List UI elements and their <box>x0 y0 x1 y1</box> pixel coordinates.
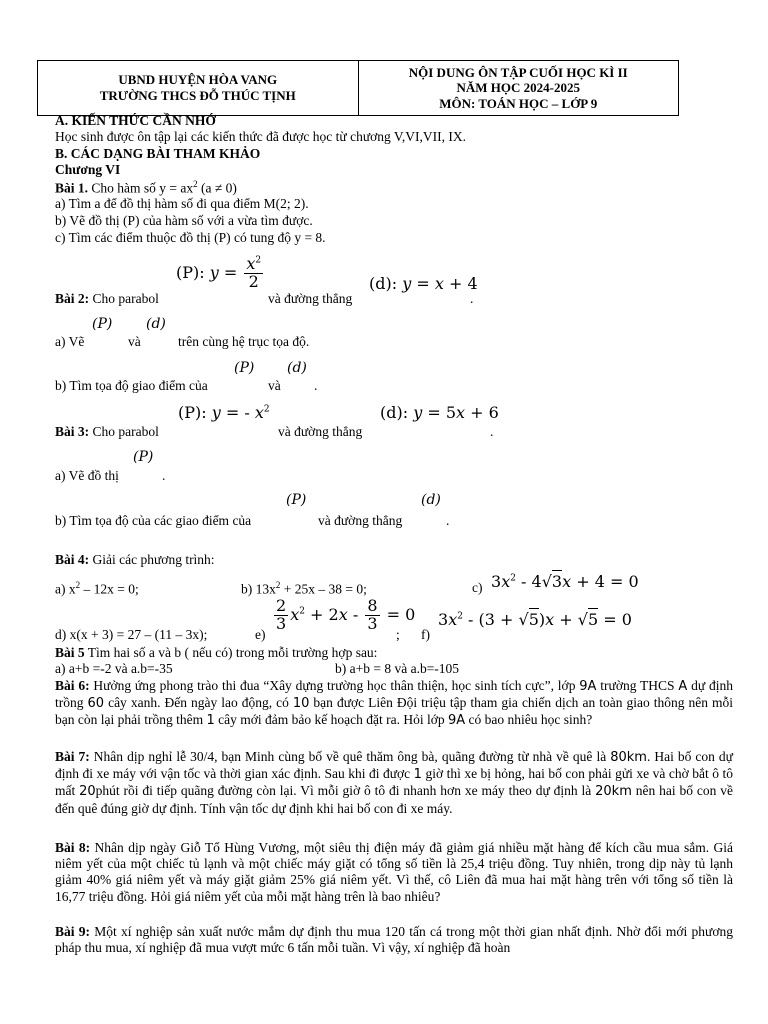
bai5-part-b: b) a+b = 8 và a.b=-105 <box>335 661 460 676</box>
bai8-paragraph <box>55 840 733 905</box>
bai5-intro-text: Tìm hai số a và b ( nếu có) trong mỗi trường hợp sau: <box>84 645 378 660</box>
bai1-part-c: c) Tìm các điểm thuộc đồ thị (P) có tung độ y = 8. <box>55 230 326 245</box>
bai4-part-e-sep: ; <box>396 627 400 642</box>
bai7-paragraph <box>55 749 733 817</box>
bai7-text-3: giờ thì xe bị hỏng, hai bố con phải gửi xe và chờ bắt ô tô mất <box>55 766 733 799</box>
bai3-p-x: x <box>254 403 264 422</box>
header-right-cell <box>358 61 679 115</box>
bai6-text-3: dự định trồng <box>55 678 733 711</box>
bai7-label: Bài 7: <box>55 749 90 764</box>
bai2-p-eq: = <box>218 262 243 282</box>
bai1-label: Bài 1. <box>55 180 89 196</box>
bai6-absent-count: 10 <box>292 696 310 712</box>
bai6-school-name: A <box>678 679 688 694</box>
bai2-intro-text: Cho parabol <box>89 291 159 306</box>
bai6-text-1: Hưởng ứng phong trào thi đua “Xây dựng trường học thân thiện, học sinh tích cực”, lớp <box>89 678 580 693</box>
bai2-d-x: x <box>434 274 444 293</box>
bai1-intro-b: (a ≠ 0) <box>197 180 237 196</box>
bai3-label: Bài 3: <box>55 424 90 439</box>
bai4-f-pre: 3 <box>438 610 449 629</box>
bai3-d-y: y <box>413 403 423 422</box>
bai2-part-a-and: và <box>128 334 141 349</box>
bai3-p-y: y <box>211 403 221 422</box>
bai4-e-num2: 8 <box>367 596 378 615</box>
header-school-year: NĂM HỌC 2024-2025 <box>456 80 580 96</box>
bai3-mid-text: và đường thẳng <box>278 424 363 439</box>
bai4-b-sup: 2 <box>275 580 281 590</box>
bai3-p-colon: : <box>201 403 212 422</box>
bai4-a-sup: 2 <box>75 580 81 590</box>
bai2-part-a-rest: trên cùng hệ trục tọa độ. <box>178 334 310 349</box>
bai4-a-pre: a) x <box>55 581 76 597</box>
bai6-text-4: cây xanh. Đến ngày lao động, có <box>104 695 293 711</box>
header-subject: MÔN: TOÁN HỌC – LỚP 9 <box>439 95 598 111</box>
bai3-part-a-text: a) Vẽ đồ thị <box>55 468 119 483</box>
bai4-part-b <box>241 580 367 598</box>
header-table <box>37 60 679 116</box>
bai2-part-b-text: b) Tìm tọa độ giao điểm của <box>55 378 208 393</box>
bai5-label: Bài 5 <box>55 645 85 660</box>
bai2-d-label: (d) <box>369 274 392 293</box>
bai3-intro-text: Cho parabol <box>89 424 159 439</box>
bai4-part-e-label: e) <box>255 627 266 642</box>
bai3-b-d: (d) <box>421 492 441 508</box>
bai4-f-sup: 2 <box>457 611 463 622</box>
bai5-intro <box>55 645 377 661</box>
bai4-c-post: + 4 = 0 <box>571 572 639 591</box>
bai4-f-root1: 5 <box>528 610 539 629</box>
bai1-sup: 2 <box>193 179 198 189</box>
bai6-text-7: có bao nhiêu học sinh? <box>465 712 593 728</box>
bai2-b-p: (P) <box>234 360 255 376</box>
bai3-p-sup: 2 <box>263 404 270 415</box>
section-b-title: B. CÁC DẠNG BÀI THAM KHẢO <box>55 146 261 161</box>
header-school: TRƯỜNG THCS ĐỖ THÚC TỊNH <box>99 88 296 103</box>
bai3-part-b-end: . <box>446 513 450 528</box>
bai1-intro-a: Cho hàm số y = ax <box>88 180 194 196</box>
bai4-label: Bài 4: <box>55 552 90 567</box>
bai4-e-den2: 3 <box>367 613 378 633</box>
bai2-d-colon: : <box>391 274 403 293</box>
bai2-a-d: (d) <box>146 316 166 332</box>
bai7-hours: 1 <box>413 767 422 783</box>
bai3-part-b-mid: và đường thẳng <box>318 513 403 528</box>
bai2-p-num-x: x <box>246 254 256 273</box>
bai2-parabol-formula <box>176 256 265 291</box>
bai9-label: Bài 9: <box>55 924 91 939</box>
bai3-parabol-formula <box>178 403 270 422</box>
bai4-f-post: = 0 <box>598 610 632 629</box>
bai3-p-eq: = <box>220 403 245 422</box>
bai8-label: Bài 8: <box>55 840 91 855</box>
bai4-e-num1: 2 <box>276 596 287 615</box>
bai7-speed-diff: 20km <box>595 784 632 800</box>
bai1-intro <box>55 179 237 197</box>
bai7-minutes: 20 <box>79 784 96 800</box>
bai6-text-5: bạn được Liên Đội triệu tập tham gia chiến dịch an toàn giao thông nên mỗi bạn còn lại phải trồng thêm <box>55 695 733 728</box>
bai4-e-minus: - <box>347 604 364 624</box>
bai3-d-x: x <box>456 403 466 422</box>
bai4-c-mid: - 4 <box>515 572 542 591</box>
bai4-e-x2: x <box>338 604 348 624</box>
bai3-a-p: (P) <box>133 449 154 465</box>
bai4-b-pre: b) 13x <box>241 581 276 597</box>
bai4-f-x2: x <box>545 610 555 629</box>
bai2-part-a-text: a) Vẽ <box>55 334 85 349</box>
bai4-c-sup: 2 <box>510 573 516 584</box>
bai3-intro <box>55 424 159 440</box>
bai4-c-pre: 3 <box>491 572 502 591</box>
bai2-d-eq: = <box>411 274 435 293</box>
bai2-part-b-and: và <box>268 378 281 393</box>
bai4-f-plus: + <box>554 610 578 629</box>
bai2-b-d: (d) <box>287 360 307 376</box>
bai6-paragraph <box>55 678 733 730</box>
bai4-e-frac1 <box>274 598 288 633</box>
bai6-class-name-2: 9A <box>447 713 466 729</box>
bai2-p-label: (P) <box>176 262 200 282</box>
bai4-f-mid2: ) <box>538 610 546 629</box>
bai3-d-eq: = <box>422 403 446 422</box>
bai9-paragraph <box>55 924 733 956</box>
bai3-d-coef: 5 <box>445 403 457 422</box>
bai6-text-6: cây mới đảm bảo kế hoạch đặt ra. Hỏi lớp <box>214 712 448 728</box>
bai4-e-mid: + 2 <box>304 604 339 624</box>
bai4-e-sup: 2 <box>299 606 305 617</box>
bai4-b-post: + 25x – 38 = 0; <box>280 581 367 597</box>
bai3-part-b-text: b) Tìm tọa độ của các giao điểm của <box>55 513 252 528</box>
bai4-f-mid: - (3 + <box>462 610 519 629</box>
bai4-part-f-formula: $3x^2 - (3 + √5)x + √5 = 0$ <box>438 610 632 629</box>
bai6-extra-trees: 1 <box>206 713 215 729</box>
bai7-text-4: phút rồi đi tiếp quãng đường còn lại. Vì mỗi giờ ô tô đi nhanh hơn xe máy theo dự định là <box>95 783 596 799</box>
bai4-a-post: – 12x = 0; <box>80 581 139 597</box>
bai2-d-rest: + 4 <box>443 274 478 293</box>
section-a-title: A. KIẾN THỨC CẦN NHỚ <box>55 113 216 128</box>
bai4-part-d: d) x(x + 3) = 27 – (11 – 3x); <box>55 627 208 642</box>
bai4-intro-text: Giải các phương trình: <box>89 552 215 567</box>
bai4-c-x2: x <box>562 572 572 591</box>
bai2-line-formula <box>369 274 478 293</box>
bai2-label: Bài 2: <box>55 291 90 306</box>
bai4-e-post: = 0 <box>381 604 416 624</box>
bai3-p-minus: - <box>244 403 255 422</box>
bai2-p-den: 2 <box>248 271 259 291</box>
bai2-d-y: y <box>402 274 412 293</box>
bai2-mid-text: và đường thẳng <box>268 291 353 306</box>
bai2-p-sup: 2 <box>255 255 262 266</box>
bai4-part-f-label: f) <box>421 627 430 642</box>
bai2-p-fraction <box>244 256 263 291</box>
bai4-e-frac2 <box>365 598 379 633</box>
bai3-b-p: (P) <box>286 492 307 508</box>
bai7-text-2: . Hai bố con dự định đi xe máy với vận tốc và thời gian xác định. Sau khi đi được <box>55 749 733 782</box>
header-district: UBND HUYỆN HÒA VANG <box>118 72 278 88</box>
bai2-part-b-end: . <box>314 378 318 393</box>
bai6-class-name: 9A <box>579 679 597 694</box>
bai7-text-1: Nhân dịp nghỉ lễ 30/4, bạn Minh cùng bố về quê thăm ông bà, quãng đường từ nhà về quê là <box>89 749 611 764</box>
header-left-cell <box>38 61 358 115</box>
bai7-distance: 80km <box>610 750 647 765</box>
bai1-part-b: b) Vẽ đồ thị (P) của hàm số với a vừa tìm được. <box>55 213 313 228</box>
bai3-line-formula <box>380 403 499 422</box>
bai4-e-x: x <box>290 604 300 624</box>
bai3-p-label: (P) <box>178 403 202 422</box>
bai3-d-label: (d) <box>380 403 403 422</box>
bai6-tree-count: 60 <box>87 696 105 712</box>
bai4-part-c-formula: $3x^2 - 4√3x + 4 = 0$ <box>491 572 639 591</box>
bai5-part-a: a) a+b =-2 và a.b=-35 <box>55 661 173 676</box>
bai3-d-rest: + 6 <box>465 403 499 422</box>
section-a-text: Học sinh được ôn tập lại các kiến thức đã được học từ chương V,VI,VII, IX. <box>55 129 467 144</box>
chapter-heading: Chương VI <box>55 162 121 177</box>
header-doc-title: NỘI DUNG ÔN TẬP CUỐI HỌC KÌ II <box>408 64 628 80</box>
bai4-part-c-label: c) <box>472 580 483 595</box>
bai6-text-2: trường THCS <box>596 678 679 693</box>
bai7-text-5: nên hai bố con về đến quê đúng giờ dự định. Tính vận tốc dự định khi hai bố con đi xe máy. <box>55 783 733 816</box>
bai2-end-dot: . <box>470 291 474 306</box>
bai2-intro <box>55 291 159 307</box>
bai4-part-a <box>55 580 139 598</box>
bai2-p-colon: : <box>199 262 210 282</box>
bai2-a-p: (P) <box>92 316 113 332</box>
bai2-p-y: y <box>209 262 219 282</box>
bai4-c-root: 3 <box>551 572 563 591</box>
bai4-intro <box>55 552 215 568</box>
bai9-text: Một xí nghiệp sản xuất nước mắm dự định thu mua 120 tấn cá trong một thời gian nhất định. Nhờ đổi mới phương pháp thu mua, xí nghiệp đã mua vượt mức 6 tấn mỗi tuần. Vì vậy, xí nghiệp đã hoàn <box>55 924 733 956</box>
bai1-part-a: a) Tìm a để đồ thị hàm số đi qua điểm M(2; 2). <box>55 196 309 211</box>
bai4-f-root2: 5 <box>587 610 599 629</box>
bai3-d-colon: : <box>402 403 414 422</box>
bai4-part-e-formula <box>272 598 415 633</box>
bai3-part-a-end: . <box>162 468 166 483</box>
bai4-f-x: x <box>448 610 458 629</box>
bai3-end-dot: . <box>490 424 494 439</box>
bai6-label: Bài 6: <box>55 678 90 693</box>
bai4-e-den1: 3 <box>276 613 287 633</box>
bai4-c-x: x <box>501 572 511 591</box>
bai8-text: Nhân dịp ngày Giỗ Tổ Hùng Vương, một siêu thị điện máy đã giảm giá nhiều mặt hàng để kích cầu mua sắm. Giá niêm yết của một chiếc tủ lạnh và một chiếc máy giặt có tổng số tiền là 25,4 triệu đồng. Tuy nhiên, trong dịp này tủ lạnh giảm 40% giá niêm yết và máy giặt giảm 25% giá niêm yết. Vì thế, cô Liên đã mua hai mặt hàng trên với tổng số tiền là 16,77 triệu đồng. Hỏi giá niêm yết của mỗi mặt hàng trên là bao nhiêu? <box>55 840 733 904</box>
